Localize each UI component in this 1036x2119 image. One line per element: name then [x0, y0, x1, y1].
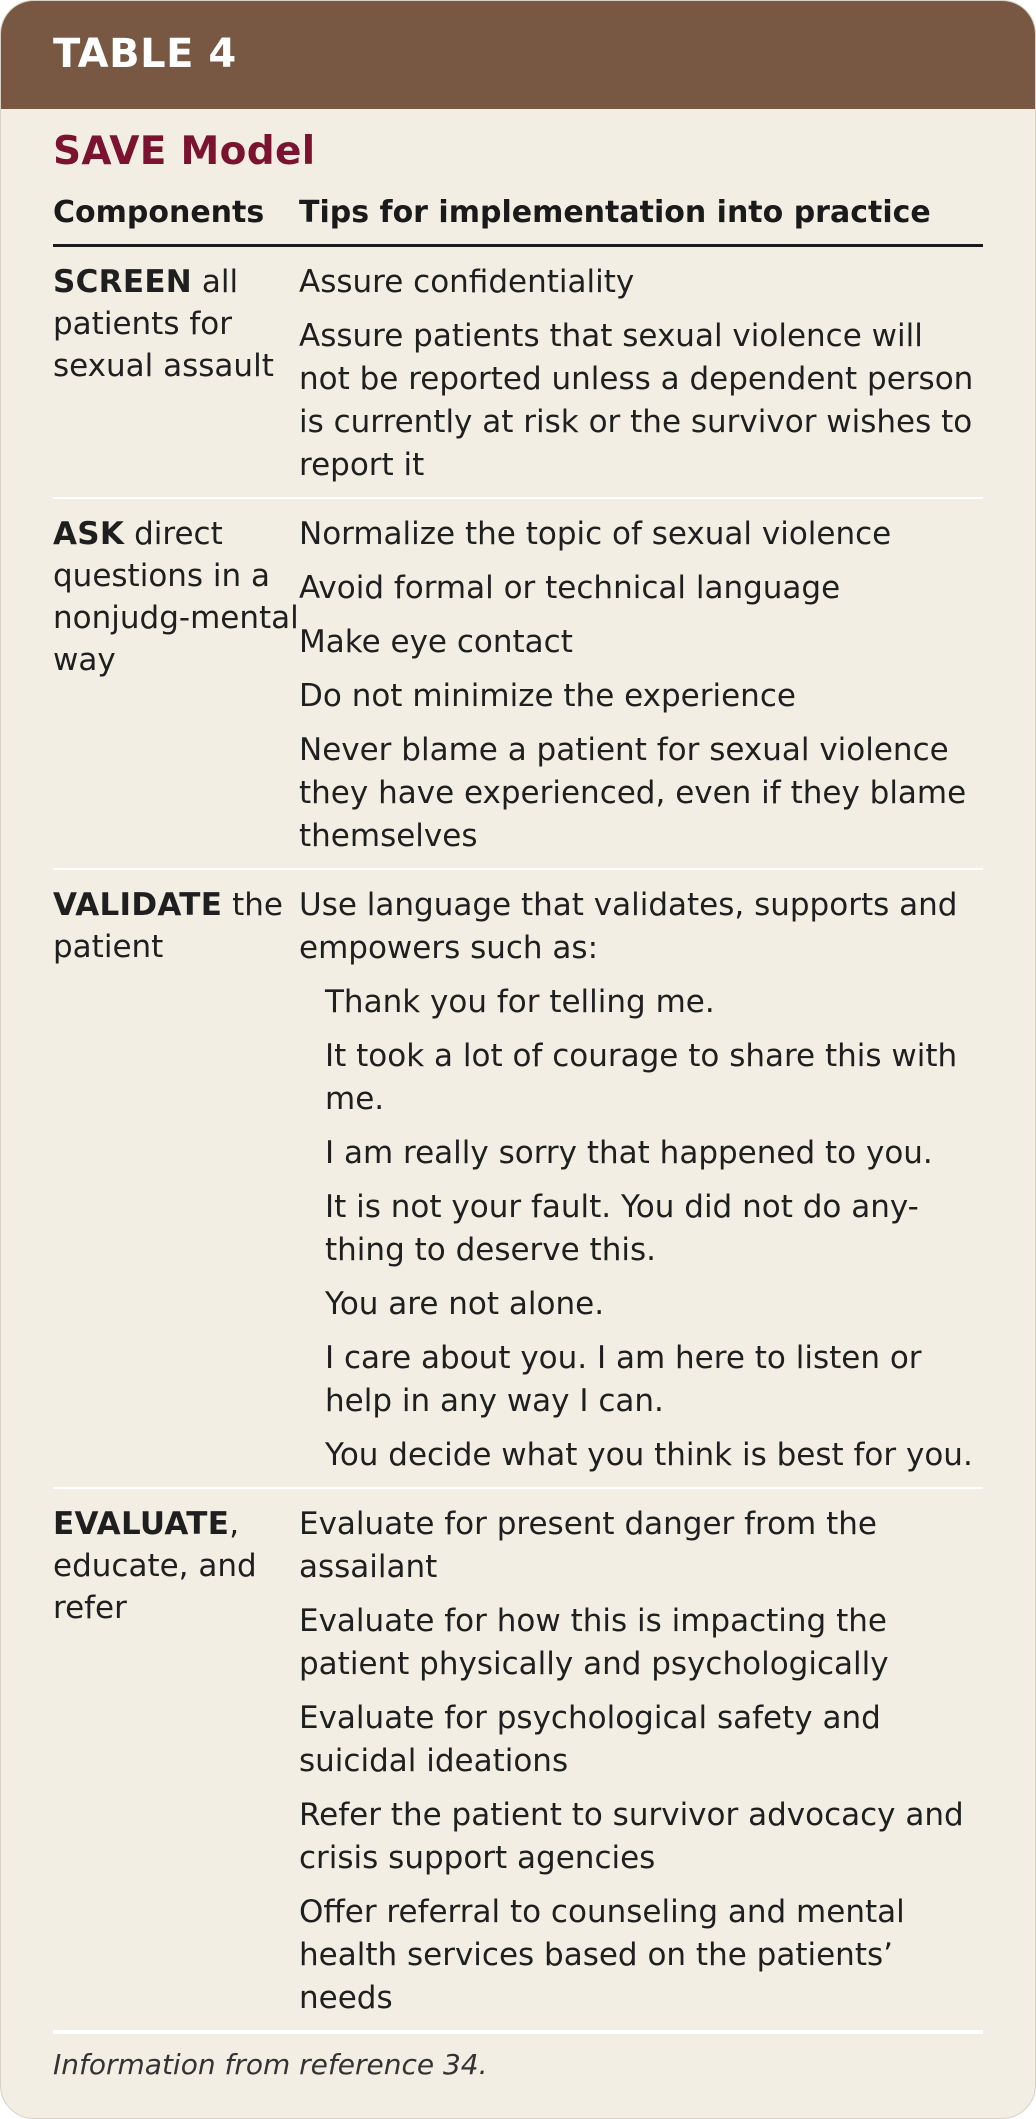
example-phrase: I care about you. I am here to listen or help in any way I can. [325, 1340, 922, 1419]
table-number-banner [1, 1, 1035, 109]
tips-cell [299, 884, 983, 1477]
table-footnote: Information from reference 34. [53, 2032, 983, 2081]
component-keyword: ASK [53, 516, 125, 552]
header-components: Components [53, 195, 265, 230]
component-description: the patient [53, 887, 283, 965]
table-row [53, 1489, 983, 2032]
component-cell [53, 1503, 299, 2020]
component-keyword: VALIDATE [53, 887, 223, 923]
component-cell [53, 261, 299, 487]
component-keyword: SCREEN [53, 264, 193, 300]
tip-item: Refer the patient to survivor advocacy and crisis support agencies [299, 1797, 964, 1876]
example-phrase: It took a lot of courage to share this with me. [325, 1038, 958, 1117]
tip-item: Use language that validates, supports and empowers such as: [299, 887, 958, 966]
tip-item: Evaluate for how this is impacting the patient physically and psychologically [299, 1603, 889, 1682]
tip-item: Evaluate for psychological safety and suicidal ideations [299, 1700, 881, 1779]
tip-item: Offer referral to counseling and mental health services based on the patients’ needs [299, 1894, 905, 2016]
tip-item: Avoid formal or technical language [299, 570, 841, 606]
example-phrase: It is not your fault. You did not do any-thing to deserve this. [325, 1189, 919, 1268]
table-title: SAVE Model [53, 129, 316, 174]
table-row [53, 499, 983, 870]
component-keyword: EVALUATE [53, 1506, 230, 1542]
tip-item: Make eye contact [299, 624, 573, 660]
component-description: all patients for sexual assault [53, 264, 274, 384]
component-cell [53, 884, 299, 1477]
header-tips: Tips for implementation into practice [299, 195, 931, 230]
tip-item: Never blame a patient for sexual violence they have experienced, even if they blame themselves [299, 732, 967, 854]
tip-item: Assure confidentiality [299, 264, 635, 300]
component-description: direct questions in a nonjudg-mental way [53, 516, 299, 678]
tip-item: Evaluate for present danger from the assailant [299, 1506, 877, 1585]
tips-cell [299, 513, 983, 858]
tip-item: Normalize the topic of sexual violence [299, 516, 892, 552]
table-row [53, 870, 983, 1489]
table-content [1, 129, 1035, 2081]
table-row [53, 247, 983, 499]
tips-cell [299, 261, 983, 487]
tips-cell [299, 1503, 983, 2020]
tip-item: Do not minimize the experience [299, 678, 796, 714]
table-body [53, 247, 983, 2032]
component-description: , educate, and refer [53, 1506, 257, 1626]
table-header-row [53, 195, 983, 247]
table-number-label: TABLE 4 [53, 31, 237, 77]
example-phrase: I am really sorry that happened to you. [325, 1135, 933, 1171]
tip-item: Assure patients that sexual violence will not be reported unless a dependent person is currently at risk or the survivor wishes to report it [299, 318, 974, 483]
component-cell [53, 513, 299, 858]
example-phrase: You are not alone. [325, 1286, 605, 1322]
example-phrase: Thank you for telling me. [325, 984, 715, 1020]
example-phrase: You decide what you think is best for you. [325, 1437, 973, 1473]
